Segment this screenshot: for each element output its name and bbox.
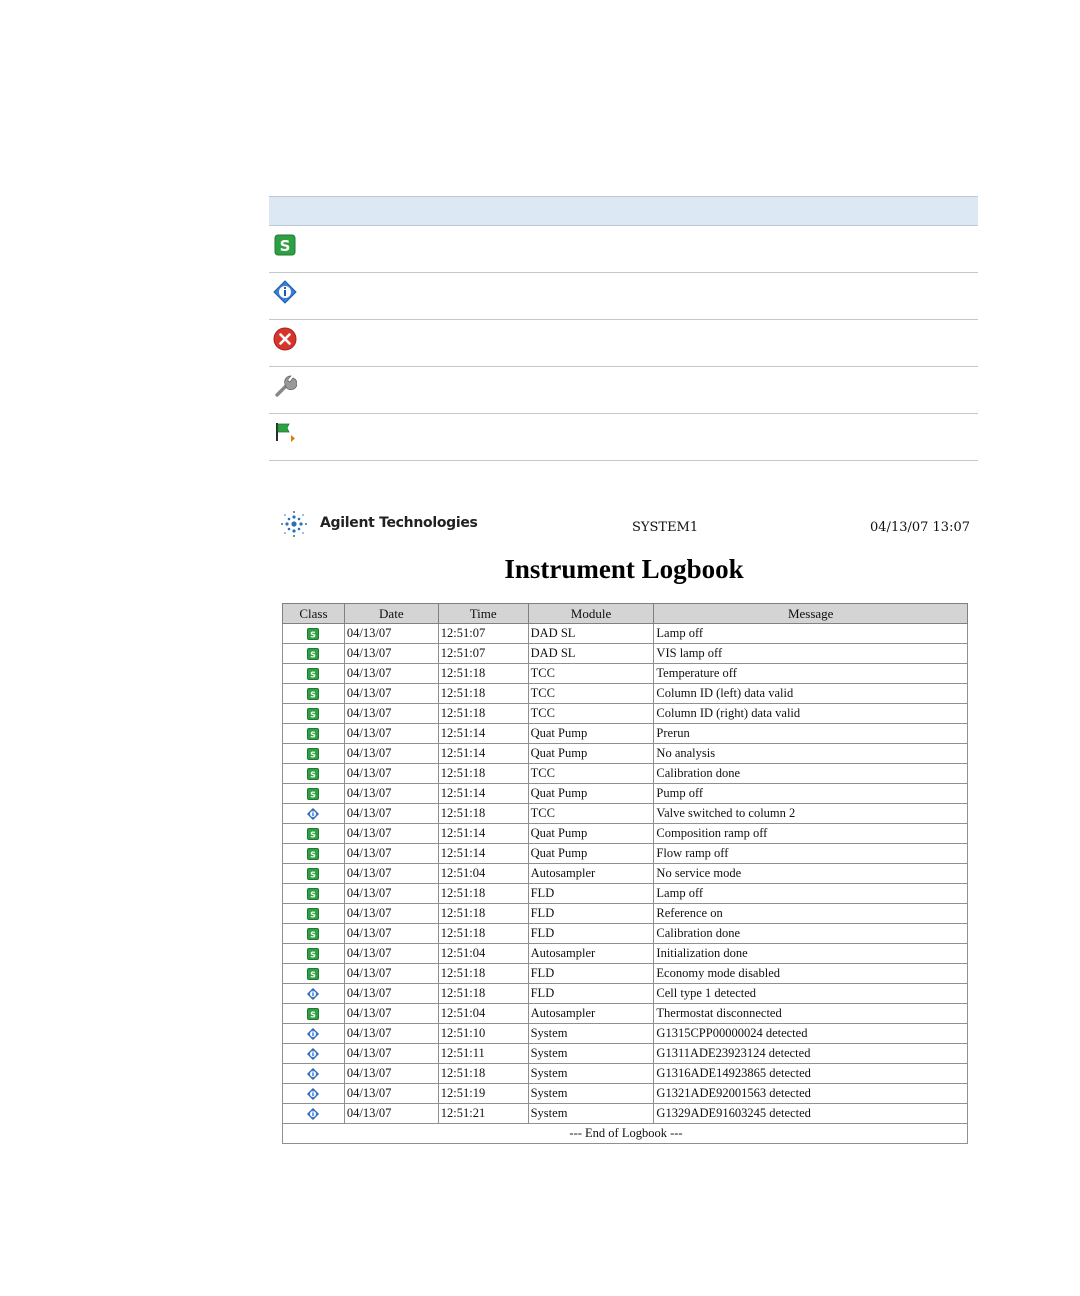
status-icon [307, 628, 319, 640]
svg-text:S: S [310, 870, 317, 880]
date-cell: 04/13/07 [344, 784, 438, 804]
svg-text:S: S [310, 830, 317, 840]
module-cell: DAD SL [528, 644, 654, 664]
page-title: Instrument Logbook [504, 554, 744, 584]
svg-text:S: S [310, 670, 317, 680]
time-cell: 12:51:21 [438, 1104, 528, 1124]
class-cell [283, 964, 345, 984]
class-cell [283, 1024, 345, 1044]
info-icon [307, 1068, 319, 1080]
svg-text:S: S [279, 237, 291, 255]
time-cell: 12:51:14 [438, 824, 528, 844]
message-cell: Prerun [654, 724, 968, 744]
svg-text:S: S [310, 1010, 317, 1020]
class-cell [283, 1004, 345, 1024]
time-cell: 12:51:07 [438, 644, 528, 664]
date-cell: 04/13/07 [344, 1024, 438, 1044]
table-row [283, 1024, 968, 1044]
report-header [278, 508, 978, 544]
module-cell: Quat Pump [528, 844, 654, 864]
date-cell: 04/13/07 [344, 1084, 438, 1104]
message-cell: Lamp off [654, 624, 968, 644]
module-cell: Autosampler [528, 1004, 654, 1024]
info-icon [307, 808, 319, 820]
table-row [283, 904, 968, 924]
time-cell: 12:51:11 [438, 1044, 528, 1064]
table-row [283, 1104, 968, 1124]
date-cell: 04/13/07 [344, 1104, 438, 1124]
info-icon [307, 1048, 319, 1060]
time-cell: 12:51:18 [438, 984, 528, 1004]
module-cell: Autosampler [528, 944, 654, 964]
module-cell: TCC [528, 704, 654, 724]
class-cell [283, 1104, 345, 1124]
time-cell: 12:51:18 [438, 904, 528, 924]
table-row [283, 704, 968, 724]
module-cell: TCC [528, 684, 654, 704]
message-cell: Initialization done [654, 944, 968, 964]
message-cell: No service mode [654, 864, 968, 884]
table-footer-row [283, 1124, 968, 1144]
date-cell: 04/13/07 [344, 664, 438, 684]
table-row [283, 784, 968, 804]
svg-text:S: S [310, 850, 317, 860]
info-icon [307, 1108, 319, 1120]
end-of-logbook: --- End of Logbook --- [283, 1124, 968, 1144]
date-cell: 04/13/07 [344, 804, 438, 824]
status-icon [307, 788, 319, 800]
table-header-row [283, 604, 968, 624]
error-icon [273, 327, 297, 351]
status-icon [307, 688, 319, 700]
status-icon [307, 868, 319, 880]
table-row [283, 664, 968, 684]
class-cell [283, 984, 345, 1004]
status-icon [307, 848, 319, 860]
table-row [283, 764, 968, 784]
message-cell: Temperature off [654, 664, 968, 684]
class-cell [283, 704, 345, 724]
time-cell: 12:51:14 [438, 844, 528, 864]
time-cell: 12:51:14 [438, 724, 528, 744]
status-icon [307, 668, 319, 680]
table-row [283, 964, 968, 984]
system-name: SYSTEM1 [632, 520, 699, 535]
table-row [283, 644, 968, 664]
svg-text:S: S [310, 790, 317, 800]
table-row [283, 944, 968, 964]
brand-name: Agilent Technologies [320, 515, 478, 531]
time-cell: 12:51:18 [438, 764, 528, 784]
module-cell: FLD [528, 964, 654, 984]
info-icon [307, 1088, 319, 1100]
table-row [283, 824, 968, 844]
module-cell: DAD SL [528, 624, 654, 644]
report-datetime: 04/13/07 13:07 [870, 520, 970, 535]
time-cell: 12:51:18 [438, 884, 528, 904]
message-cell: Thermostat disconnected [654, 1004, 968, 1024]
date-cell: 04/13/07 [344, 824, 438, 844]
date-cell: 04/13/07 [344, 904, 438, 924]
module-cell: TCC [528, 764, 654, 784]
message-cell: Calibration done [654, 924, 968, 944]
module-cell: Quat Pump [528, 724, 654, 744]
message-cell: G1311ADE23923124 detected [654, 1044, 968, 1064]
table-row [283, 624, 968, 644]
legend-header [269, 196, 978, 226]
class-cell [283, 724, 345, 744]
status-icon [307, 888, 319, 900]
message-cell: Cell type 1 detected [654, 984, 968, 1004]
class-cell [283, 764, 345, 784]
table-row [283, 844, 968, 864]
module-cell: FLD [528, 924, 654, 944]
run-flag-icon [273, 421, 297, 445]
module-cell: Quat Pump [528, 784, 654, 804]
date-cell: 04/13/07 [344, 924, 438, 944]
info-icon [307, 1028, 319, 1040]
time-cell: 12:51:14 [438, 744, 528, 764]
class-cell [283, 924, 345, 944]
table-row [283, 684, 968, 704]
module-cell: FLD [528, 984, 654, 1004]
class-cell [283, 664, 345, 684]
table-row [283, 1084, 968, 1104]
maintenance-icon [273, 374, 297, 398]
module-cell: FLD [528, 884, 654, 904]
module-cell: Quat Pump [528, 744, 654, 764]
svg-text:S: S [310, 710, 317, 720]
date-cell: 04/13/07 [344, 844, 438, 864]
svg-text:S: S [310, 950, 317, 960]
time-cell: 12:51:18 [438, 924, 528, 944]
message-cell: Economy mode disabled [654, 964, 968, 984]
class-cell [283, 624, 345, 644]
table-row [283, 924, 968, 944]
class-cell [283, 784, 345, 804]
class-cell [283, 904, 345, 924]
date-cell: 04/13/07 [344, 1064, 438, 1084]
class-cell [283, 804, 345, 824]
status-icon [307, 648, 319, 660]
legend-row-status [269, 226, 978, 273]
column-header-class: Class [283, 604, 345, 624]
info-icon [273, 280, 297, 304]
date-cell: 04/13/07 [344, 1044, 438, 1064]
message-cell: VIS lamp off [654, 644, 968, 664]
svg-text:S: S [310, 750, 317, 760]
info-icon [307, 988, 319, 1000]
date-cell: 04/13/07 [344, 984, 438, 1004]
date-cell: 04/13/07 [344, 964, 438, 984]
table-row [283, 1004, 968, 1024]
class-cell [283, 884, 345, 904]
time-cell: 12:51:04 [438, 944, 528, 964]
module-cell: System [528, 1104, 654, 1124]
svg-text:S: S [310, 770, 317, 780]
column-header-module: Module [528, 604, 654, 624]
class-cell [283, 684, 345, 704]
message-cell: Flow ramp off [654, 844, 968, 864]
class-cell [283, 824, 345, 844]
class-cell [283, 1084, 345, 1104]
svg-text:S: S [310, 690, 317, 700]
time-cell: 12:51:18 [438, 1064, 528, 1084]
svg-text:S: S [310, 730, 317, 740]
date-cell: 04/13/07 [344, 744, 438, 764]
svg-text:S: S [310, 970, 317, 980]
message-cell: Reference on [654, 904, 968, 924]
agilent-spark-logo [278, 508, 310, 540]
message-cell: Pump off [654, 784, 968, 804]
table-row [283, 804, 968, 824]
table-row [283, 1064, 968, 1084]
svg-text:S: S [310, 930, 317, 940]
table-row [283, 884, 968, 904]
svg-text:S: S [310, 630, 317, 640]
status-icon [307, 828, 319, 840]
message-cell: Column ID (left) data valid [654, 684, 968, 704]
date-cell: 04/13/07 [344, 624, 438, 644]
module-cell: System [528, 1064, 654, 1084]
time-cell: 12:51:04 [438, 1004, 528, 1024]
date-cell: 04/13/07 [344, 944, 438, 964]
date-cell: 04/13/07 [344, 1004, 438, 1024]
time-cell: 12:51:18 [438, 684, 528, 704]
time-cell: 12:51:14 [438, 784, 528, 804]
legend-row-run [269, 414, 978, 461]
time-cell: 12:51:18 [438, 804, 528, 824]
table-row [283, 984, 968, 1004]
legend-row-error [269, 320, 978, 367]
column-header-date: Date [344, 604, 438, 624]
status-icon [307, 908, 319, 920]
message-cell: Calibration done [654, 764, 968, 784]
date-cell: 04/13/07 [344, 884, 438, 904]
date-cell: 04/13/07 [344, 864, 438, 884]
message-cell: G1329ADE91603245 detected [654, 1104, 968, 1124]
class-cell [283, 644, 345, 664]
svg-text:S: S [310, 890, 317, 900]
time-cell: 12:51:04 [438, 864, 528, 884]
time-cell: 12:51:18 [438, 664, 528, 684]
message-cell: G1316ADE14923865 detected [654, 1064, 968, 1084]
time-cell: 12:51:18 [438, 704, 528, 724]
class-cell [283, 744, 345, 764]
svg-text:S: S [310, 910, 317, 920]
module-cell: TCC [528, 804, 654, 824]
status-icon [307, 928, 319, 940]
status-icon [307, 1008, 319, 1020]
class-cell [283, 844, 345, 864]
class-cell [283, 1044, 345, 1064]
date-cell: 04/13/07 [344, 684, 438, 704]
module-cell: TCC [528, 664, 654, 684]
time-cell: 12:51:19 [438, 1084, 528, 1104]
date-cell: 04/13/07 [344, 704, 438, 724]
message-cell: No analysis [654, 744, 968, 764]
time-cell: 12:51:07 [438, 624, 528, 644]
column-header-time: Time [438, 604, 528, 624]
status-icon [273, 233, 297, 257]
status-icon [307, 748, 319, 760]
module-cell: System [528, 1044, 654, 1064]
message-cell: G1315CPP00000024 detected [654, 1024, 968, 1044]
message-cell: Composition ramp off [654, 824, 968, 844]
module-cell: System [528, 1084, 654, 1104]
message-cell: G1321ADE92001563 detected [654, 1084, 968, 1104]
date-cell: 04/13/07 [344, 724, 438, 744]
status-icon [307, 768, 319, 780]
message-cell: Valve switched to column 2 [654, 804, 968, 824]
svg-text:S: S [310, 650, 317, 660]
legend-row-info [269, 273, 978, 320]
table-row [283, 864, 968, 884]
class-legend [269, 196, 978, 461]
date-cell: 04/13/07 [344, 644, 438, 664]
status-icon [307, 728, 319, 740]
class-cell [283, 944, 345, 964]
table-row [283, 1044, 968, 1064]
module-cell: Quat Pump [528, 824, 654, 844]
class-cell [283, 1064, 345, 1084]
class-cell [283, 864, 345, 884]
table-row [283, 724, 968, 744]
time-cell: 12:51:10 [438, 1024, 528, 1044]
module-cell: FLD [528, 904, 654, 924]
logbook-table [282, 603, 968, 1144]
table-row [283, 744, 968, 764]
column-header-message: Message [654, 604, 968, 624]
date-cell: 04/13/07 [344, 764, 438, 784]
time-cell: 12:51:18 [438, 964, 528, 984]
status-icon [307, 708, 319, 720]
module-cell: Autosampler [528, 864, 654, 884]
message-cell: Column ID (right) data valid [654, 704, 968, 724]
message-cell: Lamp off [654, 884, 968, 904]
legend-row-maintenance [269, 367, 978, 414]
module-cell: System [528, 1024, 654, 1044]
status-icon [307, 968, 319, 980]
status-icon [307, 948, 319, 960]
